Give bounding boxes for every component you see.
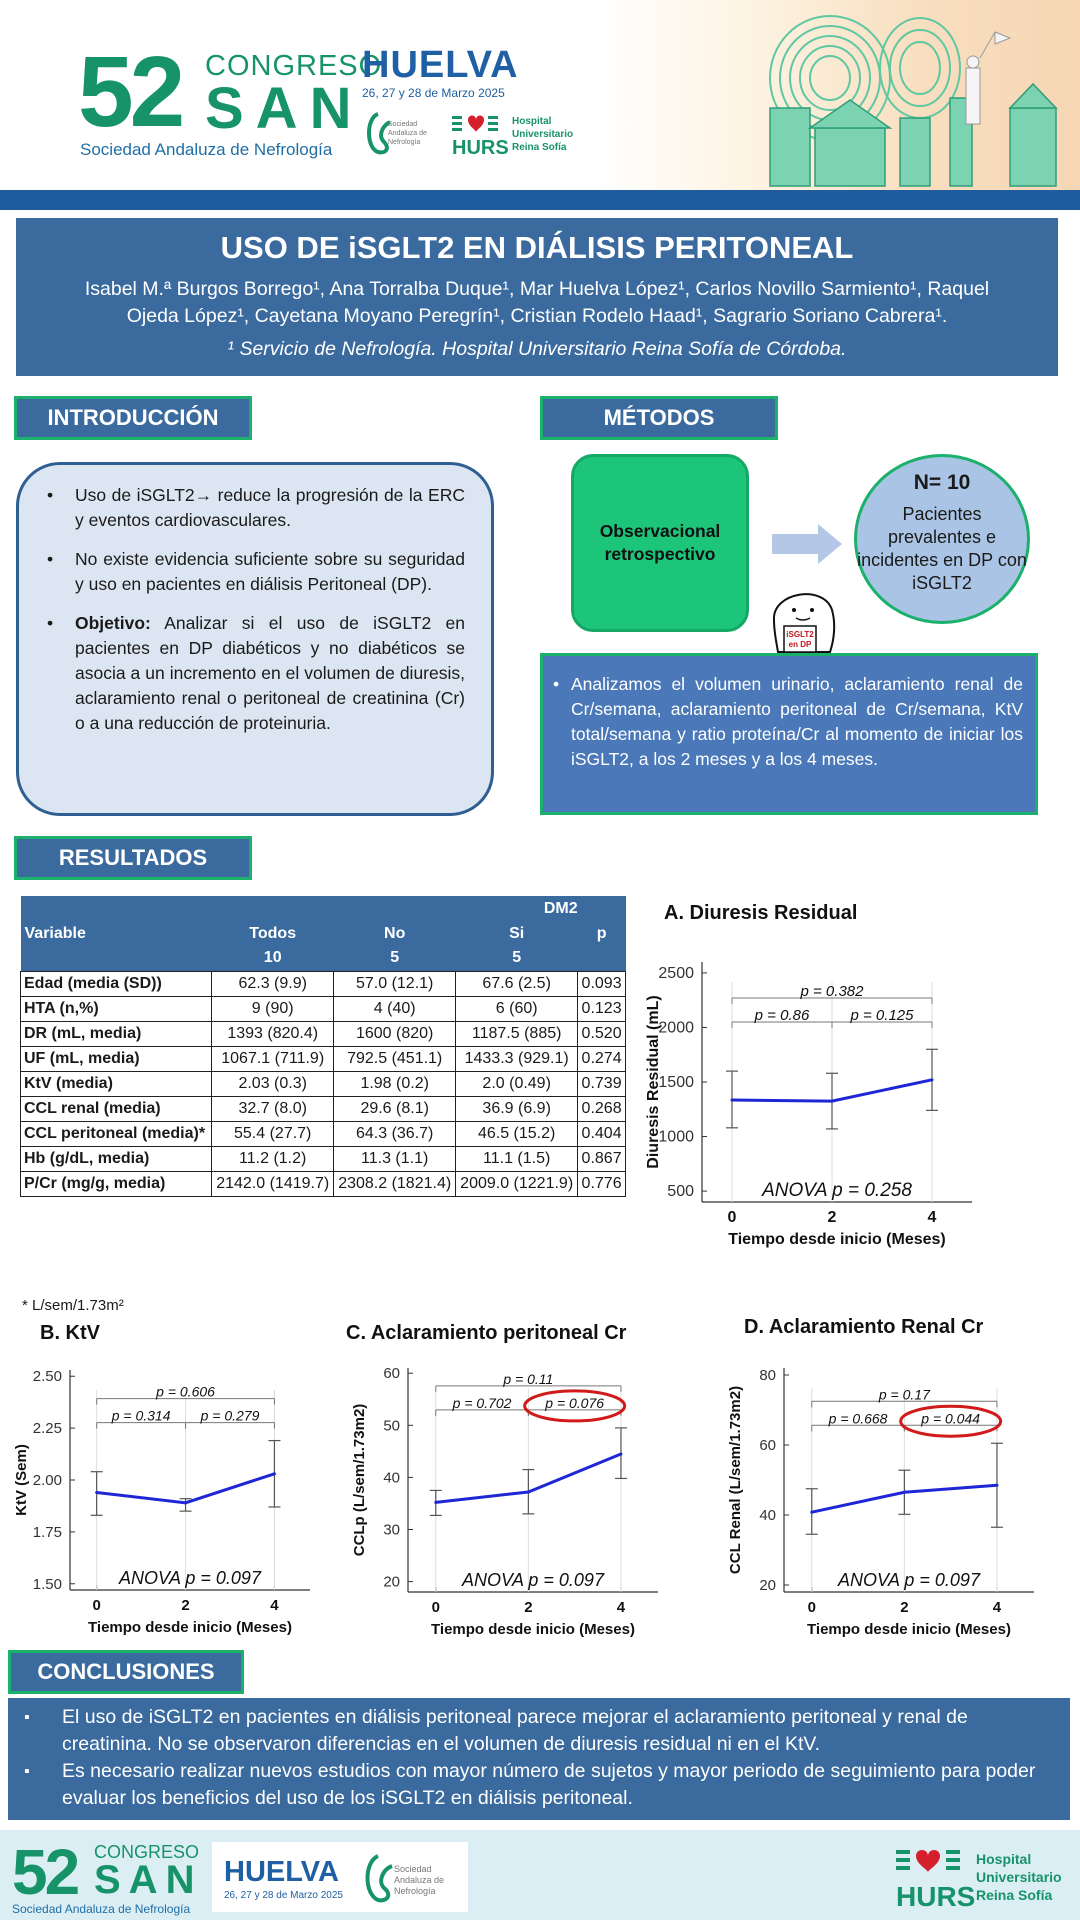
x-axis-label: Tiempo desde inicio (Meses)	[807, 1621, 1011, 1638]
x-tick-label: 0	[727, 1209, 737, 1226]
conclusions-box	[8, 1698, 1070, 1820]
y-tick-label: 40	[383, 1469, 400, 1487]
x-tick-label: 4	[616, 1599, 626, 1616]
poster-footer	[0, 1830, 1080, 1920]
methods-description-box	[540, 653, 1038, 815]
cell-todos: 55.4 (27.7)	[212, 1121, 334, 1146]
svg-text:Andaluza de: Andaluza de	[394, 1875, 445, 1885]
conclusion-item-2: ▪ Es necesario realizar nuevos estudios con mayor número de sujetos y mayor periodo de seguimiento para poder evaluar los beneficios del uso de los iSGLT2 en diálisis peritoneal.	[18, 1758, 1060, 1812]
x-tick-label: 2	[181, 1597, 190, 1614]
p-value-label: p = 0.702	[452, 1394, 512, 1411]
cell-p: 0.268	[578, 1096, 626, 1121]
cell-si: 1187.5 (885)	[456, 1021, 578, 1046]
hurs-logo-icon	[452, 110, 582, 158]
x-tick-label: 0	[92, 1597, 101, 1614]
svg-text:Andaluza de: Andaluza de	[388, 130, 427, 137]
col-si: Si	[456, 921, 578, 946]
y-tick-label: 2500	[658, 964, 694, 982]
cell-todos: 11.2 (1.2)	[212, 1146, 334, 1171]
data-point	[95, 1491, 98, 1494]
cell-var: Hb (g/dL, media)	[21, 1146, 212, 1171]
y-tick-label: 60	[759, 1437, 776, 1454]
data-point	[903, 1491, 906, 1494]
p-value-label: p = 0.279	[200, 1407, 260, 1424]
cell-p: 0.123	[578, 996, 626, 1021]
intro-box	[16, 462, 494, 816]
svg-text:HURS: HURS	[452, 137, 509, 158]
intro-bullet-2: • No existe evidencia suficiente sobre su seguridad y uso en pacientes en diálisis Peritoneal (DP).	[45, 547, 465, 597]
y-axis-label: CCL Renal (L/sem/1.73m2)	[727, 1385, 744, 1575]
y-tick-label: 1.50	[32, 1575, 62, 1593]
svg-text:Sociedad: Sociedad	[394, 1864, 432, 1874]
y-tick-label: 30	[383, 1521, 400, 1539]
cell-todos: 1393 (820.4)	[212, 1021, 334, 1046]
poster-header	[0, 0, 1080, 190]
cell-p: 0.274	[578, 1046, 626, 1071]
authors-line-2: Ojeda López¹, Cayetana Moyano Peregrín¹, Cristian Rodelo Haad¹, Sagrario Soriano Cabrera¹.	[126, 305, 948, 327]
chart-a-title: A. Diuresis Residual	[664, 902, 858, 924]
y-tick-label: 2.50	[32, 1368, 62, 1386]
p-value-label: p = 0.044	[921, 1410, 981, 1427]
footer-city: HUELVA	[224, 1856, 339, 1888]
results-table	[20, 896, 626, 1197]
cell-var: KtV (media)	[21, 1071, 212, 1096]
authors-line-1: Isabel M.ª Burgos Borrego¹, Ana Torralba Duque¹, Mar Huelva López¹, Carlos Novillo Sarmiento¹, Raquel	[84, 278, 990, 300]
x-tick-label: 4	[927, 1209, 937, 1226]
table-header-row-n	[21, 946, 626, 971]
study-design-line-2: retrospectivo	[604, 544, 716, 564]
cell-p: 0.776	[578, 1171, 626, 1196]
cell-var: P/Cr (mg/g, media)	[21, 1171, 212, 1196]
cell-var: UF (mL, media)	[21, 1046, 212, 1071]
data-point	[810, 1511, 813, 1514]
data-point	[931, 1078, 934, 1081]
cell-no: 64.3 (36.7)	[334, 1121, 456, 1146]
cell-p: 0.093	[578, 971, 626, 996]
table-header-blank-3	[578, 896, 626, 921]
data-point	[273, 1472, 276, 1475]
x-tick-label: 4	[270, 1597, 279, 1614]
cell-no: 1.98 (0.2)	[334, 1071, 456, 1096]
methods-heading: MÉTODOS	[540, 396, 778, 440]
footer-congress-label: CONGRESO	[94, 1842, 200, 1862]
data-point	[731, 1099, 734, 1102]
cell-p: 0.520	[578, 1021, 626, 1046]
cell-no: 792.5 (451.1)	[334, 1046, 456, 1071]
y-tick-label: 2.25	[32, 1420, 62, 1438]
footer-dates: 26, 27 y 28 de Marzo 2025	[224, 1890, 343, 1901]
chart-b-title: B. KtV	[40, 1322, 100, 1344]
y-axis-label: Diuresis Residual (mL)	[645, 995, 662, 1169]
col-no: No	[334, 921, 456, 946]
n-todos: 10	[212, 946, 334, 971]
table-header-blank-4	[21, 946, 212, 971]
cell-var: CCL peritoneal (media)*	[21, 1121, 212, 1146]
data-point	[831, 1100, 834, 1103]
svg-text:Universitario: Universitario	[512, 129, 574, 140]
sand-logo-icon	[364, 108, 438, 158]
mascot-illustration-icon	[764, 580, 854, 654]
results-heading: RESULTADOS	[14, 836, 252, 880]
society-name: Sociedad Andaluza de Nefrología	[80, 140, 333, 159]
data-point	[619, 1452, 622, 1455]
x-tick-label: 0	[807, 1599, 816, 1616]
cell-p: 0.404	[578, 1121, 626, 1146]
sample-description: Pacientes prevalentes e incidentes en DP con iSGLT2	[857, 504, 1027, 593]
table-footnote: * L/sem/1.73m²	[22, 1297, 124, 1314]
footer-society-name: Sociedad Andaluza de Nefrología	[12, 1902, 191, 1916]
svg-text:Reina Sofía: Reina Sofía	[976, 1887, 1053, 1903]
y-tick-label: 20	[383, 1573, 400, 1591]
cell-todos: 2142.0 (1419.7)	[212, 1171, 334, 1196]
x-axis-label: Tiempo desde inicio (Meses)	[431, 1621, 635, 1638]
table-row	[21, 1096, 626, 1121]
header-divider-bar	[0, 190, 1080, 210]
city-title: HUELVA	[362, 44, 519, 86]
conclusions-heading: CONCLUSIONES	[8, 1650, 244, 1694]
table-row	[21, 1071, 626, 1096]
table-row	[21, 971, 626, 996]
cell-si: 1433.3 (929.1)	[456, 1046, 578, 1071]
col-p: p	[578, 921, 626, 946]
intro-heading: INTRODUCCIÓN	[14, 396, 252, 440]
congress-number: 52	[78, 36, 182, 148]
cell-si: 2.0 (0.49)	[456, 1071, 578, 1096]
y-axis-label: CCLp (L/sem/1.73m2)	[351, 1403, 368, 1557]
chart-b-ktv	[10, 1350, 340, 1650]
sample-size-circle	[854, 454, 1030, 624]
n-si: 5	[456, 946, 578, 971]
table-row	[21, 996, 626, 1021]
cell-no: 11.3 (1.1)	[334, 1146, 456, 1171]
cell-si: 36.9 (6.9)	[456, 1096, 578, 1121]
authors	[36, 276, 1038, 330]
footer-san-text: SAN	[94, 1858, 203, 1902]
chart-a-diuresis	[640, 940, 1060, 1250]
sample-size: N= 10	[913, 471, 971, 494]
cell-si: 46.5 (15.2)	[456, 1121, 578, 1146]
p-value-label: p = 0.17	[878, 1386, 930, 1403]
title-block	[16, 218, 1058, 376]
cell-si: 11.1 (1.5)	[456, 1146, 578, 1171]
x-axis-label: Tiempo desde inicio (Meses)	[728, 1231, 946, 1248]
p-value-label: p = 0.125	[850, 1007, 914, 1024]
table-header-row-group	[21, 896, 626, 921]
table-header-blank	[21, 896, 212, 921]
x-tick-label: 0	[431, 1599, 440, 1616]
data-point	[527, 1490, 530, 1493]
svg-text:Reina Sofía: Reina Sofía	[512, 142, 567, 153]
table-header-blank-2	[212, 896, 334, 921]
svg-text:Sociedad: Sociedad	[388, 121, 418, 128]
footer-hurs-logo-icon	[896, 1842, 1076, 1912]
svg-text:Hospital: Hospital	[512, 116, 552, 127]
cell-p: 0.867	[578, 1146, 626, 1171]
cell-todos: 1067.1 (711.9)	[212, 1046, 334, 1071]
objective-label: Objetivo:	[75, 613, 151, 633]
cell-no: 4 (40)	[334, 996, 456, 1021]
y-tick-label: 60	[383, 1365, 400, 1383]
y-axis-label: KtV (Sem)	[13, 1444, 30, 1516]
cell-var: HTA (n,%)	[21, 996, 212, 1021]
san-logo-text: SAN	[205, 76, 364, 141]
footer-huelva-logo	[212, 1842, 468, 1912]
mascot-sign-line-1: iSGLT2	[786, 630, 814, 639]
conclusion-item-1: ▪ El uso de iSGLT2 en pacientes en diálisis peritoneal parece mejorar el aclaramiento peritoneal y renal de creatinina. No se observaron diferencias en el volumen de diuresis residual ni en el KtV.	[18, 1704, 1060, 1758]
anova-label: ANOVA p = 0.258	[762, 1180, 912, 1201]
p-value-label: p = 0.86	[754, 1007, 810, 1024]
x-tick-label: 2	[827, 1209, 837, 1226]
intro-bullet-3	[45, 611, 465, 736]
footer-congress-number: 52	[12, 1836, 78, 1908]
col-todos: Todos	[212, 921, 334, 946]
cell-no: 1600 (820)	[334, 1021, 456, 1046]
chart-c-peritoneal	[350, 1350, 720, 1650]
cell-si: 6 (60)	[456, 996, 578, 1021]
svg-text:HURS: HURS	[896, 1881, 976, 1912]
p-value-label: p = 0.11	[503, 1370, 554, 1387]
cell-var: Edad (media (SD))	[21, 971, 212, 996]
svg-text:Hospital: Hospital	[976, 1851, 1032, 1867]
x-tick-label: 4	[992, 1599, 1002, 1616]
anova-label: ANOVA p = 0.097	[462, 1570, 604, 1590]
y-tick-label: 2.00	[32, 1472, 62, 1489]
arrow-right-icon	[772, 524, 842, 564]
y-tick-label: 500	[667, 1183, 694, 1201]
table-row	[21, 1171, 626, 1196]
x-tick-label: 2	[524, 1599, 533, 1616]
y-tick-label: 50	[383, 1417, 400, 1435]
cell-no: 29.6 (8.1)	[334, 1096, 456, 1121]
table-row	[21, 1046, 626, 1071]
chart-c-title: C. Aclaramiento peritoneal Cr	[346, 1322, 627, 1344]
data-point	[184, 1501, 187, 1504]
cell-si: 67.6 (2.5)	[456, 971, 578, 996]
mascot-sign-line-2: en DP	[788, 640, 812, 649]
data-point	[995, 1484, 998, 1487]
table-group-header: DM2	[334, 896, 578, 921]
congress-dates: 26, 27 y 28 de Marzo 2025	[362, 86, 505, 100]
table-row	[21, 1121, 626, 1146]
table-row	[21, 1021, 626, 1046]
cell-no: 57.0 (12.1)	[334, 971, 456, 996]
intro-list	[45, 483, 465, 736]
y-tick-label: 1.75	[32, 1523, 62, 1541]
p-value-label: p = 0.314	[111, 1407, 171, 1424]
anova-label: ANOVA p = 0.097	[838, 1570, 980, 1590]
x-tick-label: 2	[900, 1599, 909, 1616]
cell-si: 2009.0 (1221.9)	[456, 1171, 578, 1196]
svg-text:Universitario: Universitario	[976, 1869, 1062, 1885]
anova-label: ANOVA p = 0.097	[119, 1568, 261, 1588]
cell-todos: 2.03 (0.3)	[212, 1071, 334, 1096]
poster-title: USO DE iSGLT2 EN DIÁLISIS PERITONEAL	[220, 230, 854, 265]
p-value-label: p = 0.668	[828, 1410, 888, 1427]
intro-bullet-1: • Uso de iSGLT2→ reduce la progresión de la ERC y eventos cardiovasculares.	[45, 483, 465, 533]
footer-sand-logo-icon	[362, 1850, 462, 1906]
cell-var: DR (mL, media)	[21, 1021, 212, 1046]
cell-no: 2308.2 (1821.4)	[334, 1171, 456, 1196]
y-tick-label: 40	[759, 1507, 776, 1524]
svg-text:Nefrología: Nefrología	[388, 139, 421, 146]
n-no: 5	[334, 946, 456, 971]
study-design-line-1: Observacional	[599, 521, 721, 541]
y-tick-label: 1500	[658, 1074, 694, 1091]
huelva-city-illustration	[710, 8, 1080, 188]
cell-p: 0.739	[578, 1071, 626, 1096]
svg-text:Nefrología: Nefrología	[394, 1886, 436, 1896]
col-variable: Variable	[21, 921, 212, 946]
cell-todos: 32.7 (8.0)	[212, 1096, 334, 1121]
y-tick-label: 1000	[658, 1128, 694, 1146]
y-tick-label: 2000	[658, 1019, 694, 1037]
chart-d-title: D. Aclaramiento Renal Cr	[744, 1316, 984, 1338]
cell-todos: 9 (90)	[212, 996, 334, 1021]
affiliation: ¹ Servicio de Nefrología. Hospital Universitario Reina Sofía de Córdoba.	[227, 338, 847, 360]
p-value-label: p = 0.076	[545, 1394, 605, 1411]
chart-d-renal	[728, 1350, 1068, 1650]
x-axis-label: Tiempo desde inicio (Meses)	[88, 1619, 292, 1636]
y-tick-label: 80	[759, 1367, 776, 1384]
table-row	[21, 1146, 626, 1171]
y-tick-label: 20	[759, 1577, 776, 1594]
table-header-row-cols	[21, 921, 626, 946]
table-header-blank-5	[578, 946, 626, 971]
congress-label: CONGRESO	[205, 50, 383, 82]
cell-var: CCL renal (media)	[21, 1096, 212, 1121]
methods-description: • Analizamos el volumen urinario, aclaramiento renal de Cr/semana, aclaramiento peritoneal de Cr/semana, KtV total/semana y ratio proteína/Cr al momento de iniciar los iSGLT2, a los 2 meses y a los 4 meses.	[553, 672, 1023, 772]
p-value-label: p = 0.606	[156, 1383, 215, 1400]
study-design-box	[571, 454, 749, 632]
table-body	[21, 971, 626, 1196]
p-value-label: p = 0.382	[800, 983, 864, 1000]
conclusions-list	[18, 1704, 1060, 1812]
cell-todos: 62.3 (9.9)	[212, 971, 334, 996]
objective-text: Analizar si el uso de iSGLT2 en pacientes en DP diabéticos y no diabéticos se asocia a un incremento en el volumen de diuresis, aclaramiento renal o peritoneal de creatinina (Cr) o a una reducción de proteinuria.	[75, 613, 465, 733]
data-point	[434, 1501, 437, 1504]
